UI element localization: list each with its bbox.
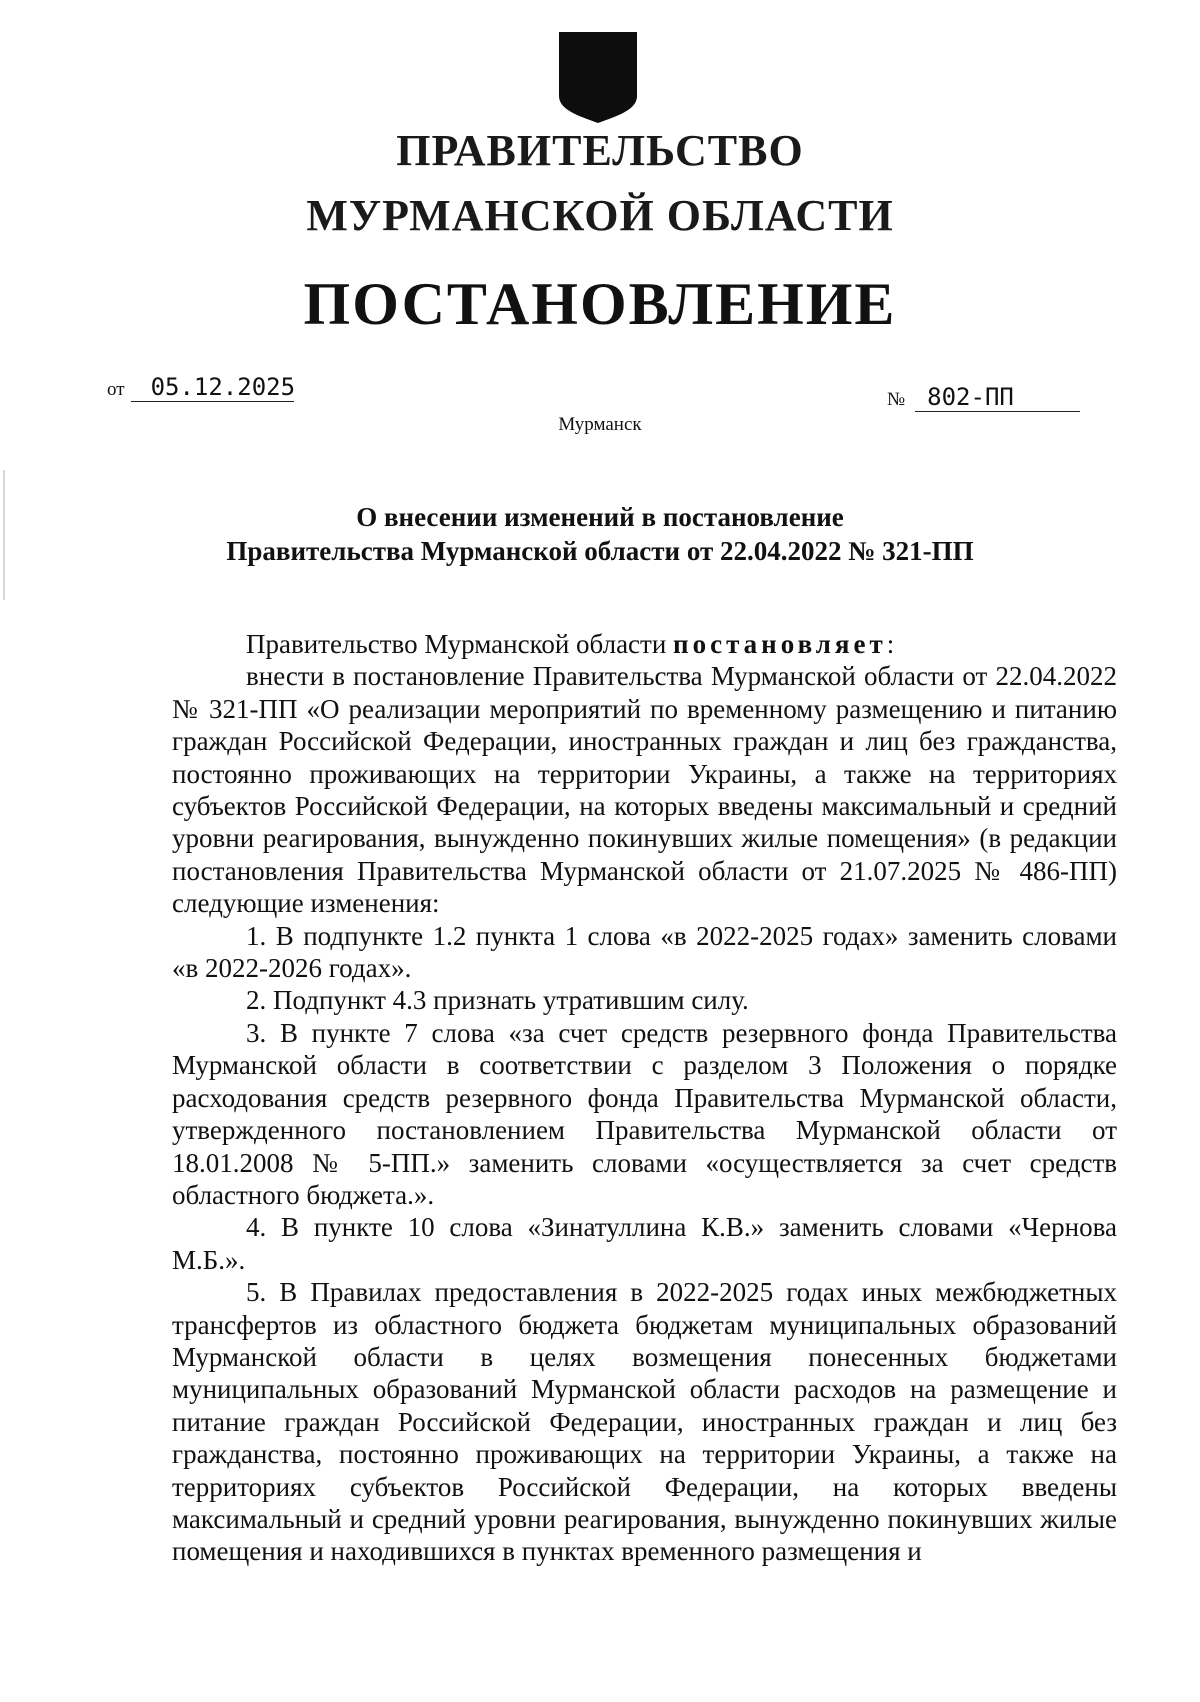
- amendment-item-4: 4. В пункте 10 слова «Зинатуллина К.В.» заменить словами «Чернова М.Б.».: [172, 1212, 1117, 1275]
- document-date: [107, 373, 294, 402]
- amendment-item-2: 2. Подпункт 4.3 признать утратившим силу.: [246, 985, 749, 1016]
- amendment-item-1: 1. В подпункте 1.2 пункта 1 слова «в 2022-2025 годах» заменить словами «в 2022-2026 годах».: [172, 920, 1117, 984]
- government-name-line-1: ПРАВИТЕЛЬСТВО: [396, 126, 804, 175]
- number-value: 802-ПП: [915, 383, 1080, 412]
- amendment-item-3: 3. В пункте 7 слова «за счет средств резервного фонда Правительства Мурманской области в соответствии с разделом 3 Положения о порядке расходования средств резервного фонда Правительства Мурманской области, утвержденного постановлением Правительства Мурманской области от 18.01.2008 № 5-ПП.» заменить словами «осуществляется за счет средств областного бюджета.».: [172, 1017, 1117, 1210]
- date-prefix: от: [107, 379, 125, 400]
- emblem-shield-icon: [557, 30, 639, 125]
- intro-paragraph: [172, 628, 1117, 660]
- amendment-item-5: 5. В Правилах предоставления в 2022-2025 годах иных межбюджетных трансфертов из областного бюджета бюджетам муниципальных образований Мурманской области в целях возмещения понесенных бюджетами муниципальных образований Мурманской области расходов на размещение и питание граждан Российской Федерации, иностранных граждан и лиц без гражданства, постоянно проживающих на территории Украины, а также на территориях субъектов Российской Федерации, на которых введены максимальный и средний уровни реагирования, вынужденно покинувших жилые помещения и находившихся в пунктах временного размещения и: [172, 1277, 1117, 1567]
- date-value: 05.12.2025: [131, 373, 294, 402]
- coat-of-arms-emblem: [557, 30, 639, 125]
- document-title: [0, 500, 1200, 568]
- intro-lead: Правительство Мурманской области: [246, 629, 667, 659]
- document-type-heading: ПОСТАНОВЛЕНИЕ: [303, 271, 897, 337]
- intro-verb: постановляет: [673, 629, 887, 659]
- document-body: [172, 628, 1117, 1568]
- city-name: Мурманск: [558, 414, 642, 435]
- document-number: [887, 383, 1080, 412]
- title-line-2: Правительства Мурманской области от 22.04.2022 № 321-ПП: [226, 536, 974, 566]
- preamble-paragraph: внести в постановление Правительства Мурманской области от 22.04.2022 № 321-ПП «О реализации мероприятий по временному размещению и питанию граждан Российской Федерации, иностранных граждан и лиц без гражданства, постоянно проживающих на территории Украины, а также на территориях субъектов Российской Федерации, на которых введены максимальный и средний уровни реагирования, вынужденно покинувших жилые помещения» (в редакции постановления Правительства Мурманской области от 21.07.2025 № 486-ПП) следующие изменения:: [172, 661, 1117, 919]
- intro-colon: :: [886, 629, 895, 659]
- government-name-line-2: МУРМАНСКОЙ ОБЛАСТИ: [306, 191, 894, 240]
- title-line-1: О внесении изменений в постановление: [356, 502, 844, 532]
- number-prefix: №: [887, 389, 906, 410]
